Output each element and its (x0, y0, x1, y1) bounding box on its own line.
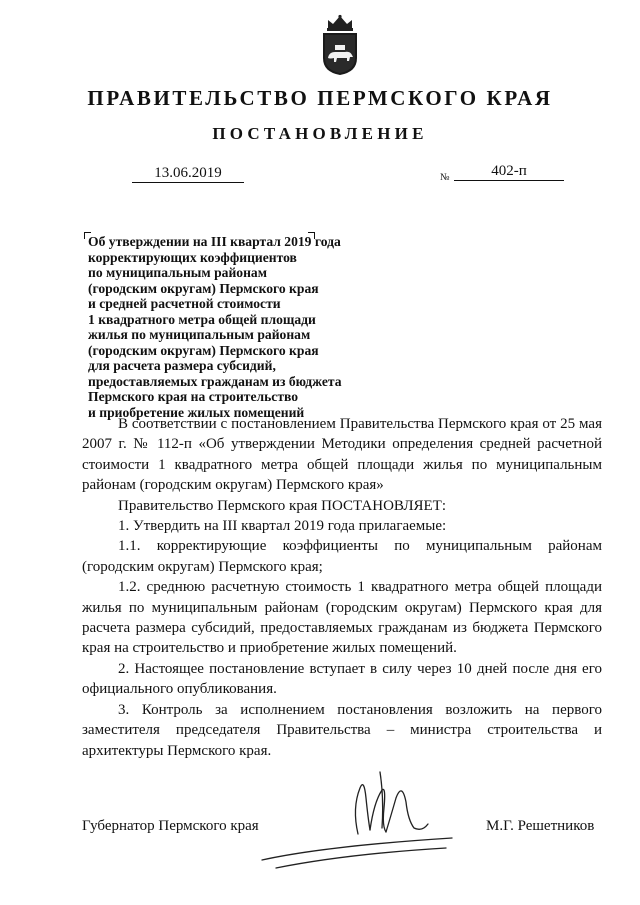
subject-line: (городским округам) Пермского края (88, 280, 319, 296)
subject-line: жилья по муниципальным районам (88, 327, 311, 342)
body-paragraph: 1. Утвердить на III квартал 2019 года прилагаемые: (118, 518, 447, 535)
body-paragraph: 1.2. среднюю расчетную стоимость 1 квадратного метра общей площади жилья по муниципальным районам (городским округам) Пермского края для расчета размера субсидий, предоставляемых гражданам из бюджета Пермского края на строительство и приобретение жилых помещений. (82, 579, 602, 657)
body-paragraph: 3. Контроль за исполнением постановления возложить на первого заместителя председателя Правительства – министра строительства и архитектуры Пермского края. (82, 701, 602, 759)
subject-line: 1 квадратного метра общей площади (88, 311, 316, 327)
subject-line: для расчета размера субсидий, (88, 358, 276, 373)
subject-line: Об утверждении на III квартал 2019 года (88, 234, 341, 249)
coat-of-arms-icon (319, 14, 361, 76)
subject-line: и приобретение жилых помещений (88, 404, 305, 420)
document-number: 402-п (454, 162, 564, 181)
body-paragraph: Правительство Пермского края ПОСТАНОВЛЯЕТ: (118, 497, 447, 514)
subject-line: корректирующих коэффициентов (88, 249, 297, 265)
bracket-corner-left (84, 232, 91, 239)
handwritten-signature (256, 768, 456, 878)
subject-line: предоставляемых гражданам из бюджета (88, 373, 342, 389)
body-paragraph: 2. Настоящее постановление вступает в силу через 10 дней после дня его официального опубликования. (82, 660, 602, 698)
body-paragraph: В соответствии с постановлением Правительства Пермского края от 25 мая 2007 г. № 112-п «Об утверждении Методики определения средней расчетной стоимости 1 квадратного метра общей площади жилья по муниципальным районам (городским округам) Пермского края» (82, 416, 602, 494)
government-title: ПРАВИТЕЛЬСТВО ПЕРМСКОГО КРАЯ (87, 86, 553, 110)
subject-line: (городским округам) Пермского края (88, 342, 319, 358)
body-paragraph: 1.1. корректирующие коэффициенты по муниципальным районам (городским округам) Пермского края; (82, 538, 602, 575)
signatory-role: Губернатор Пермского края (82, 818, 259, 834)
document-date: 13.06.2019 (132, 164, 244, 183)
subject-line: по муниципальным районам (88, 265, 267, 280)
bracket-corner-right (308, 232, 315, 239)
signatory-name: М.Г. Решетников (486, 818, 595, 834)
document-type: ПОСТАНОВЛЕНИЕ (212, 124, 428, 143)
subject-line: Пермского края на строительство (88, 389, 299, 404)
subject-line: и средней расчетной стоимости (88, 296, 281, 311)
document-subject (88, 234, 388, 420)
document-body (82, 414, 602, 761)
number-label: № (440, 172, 450, 183)
